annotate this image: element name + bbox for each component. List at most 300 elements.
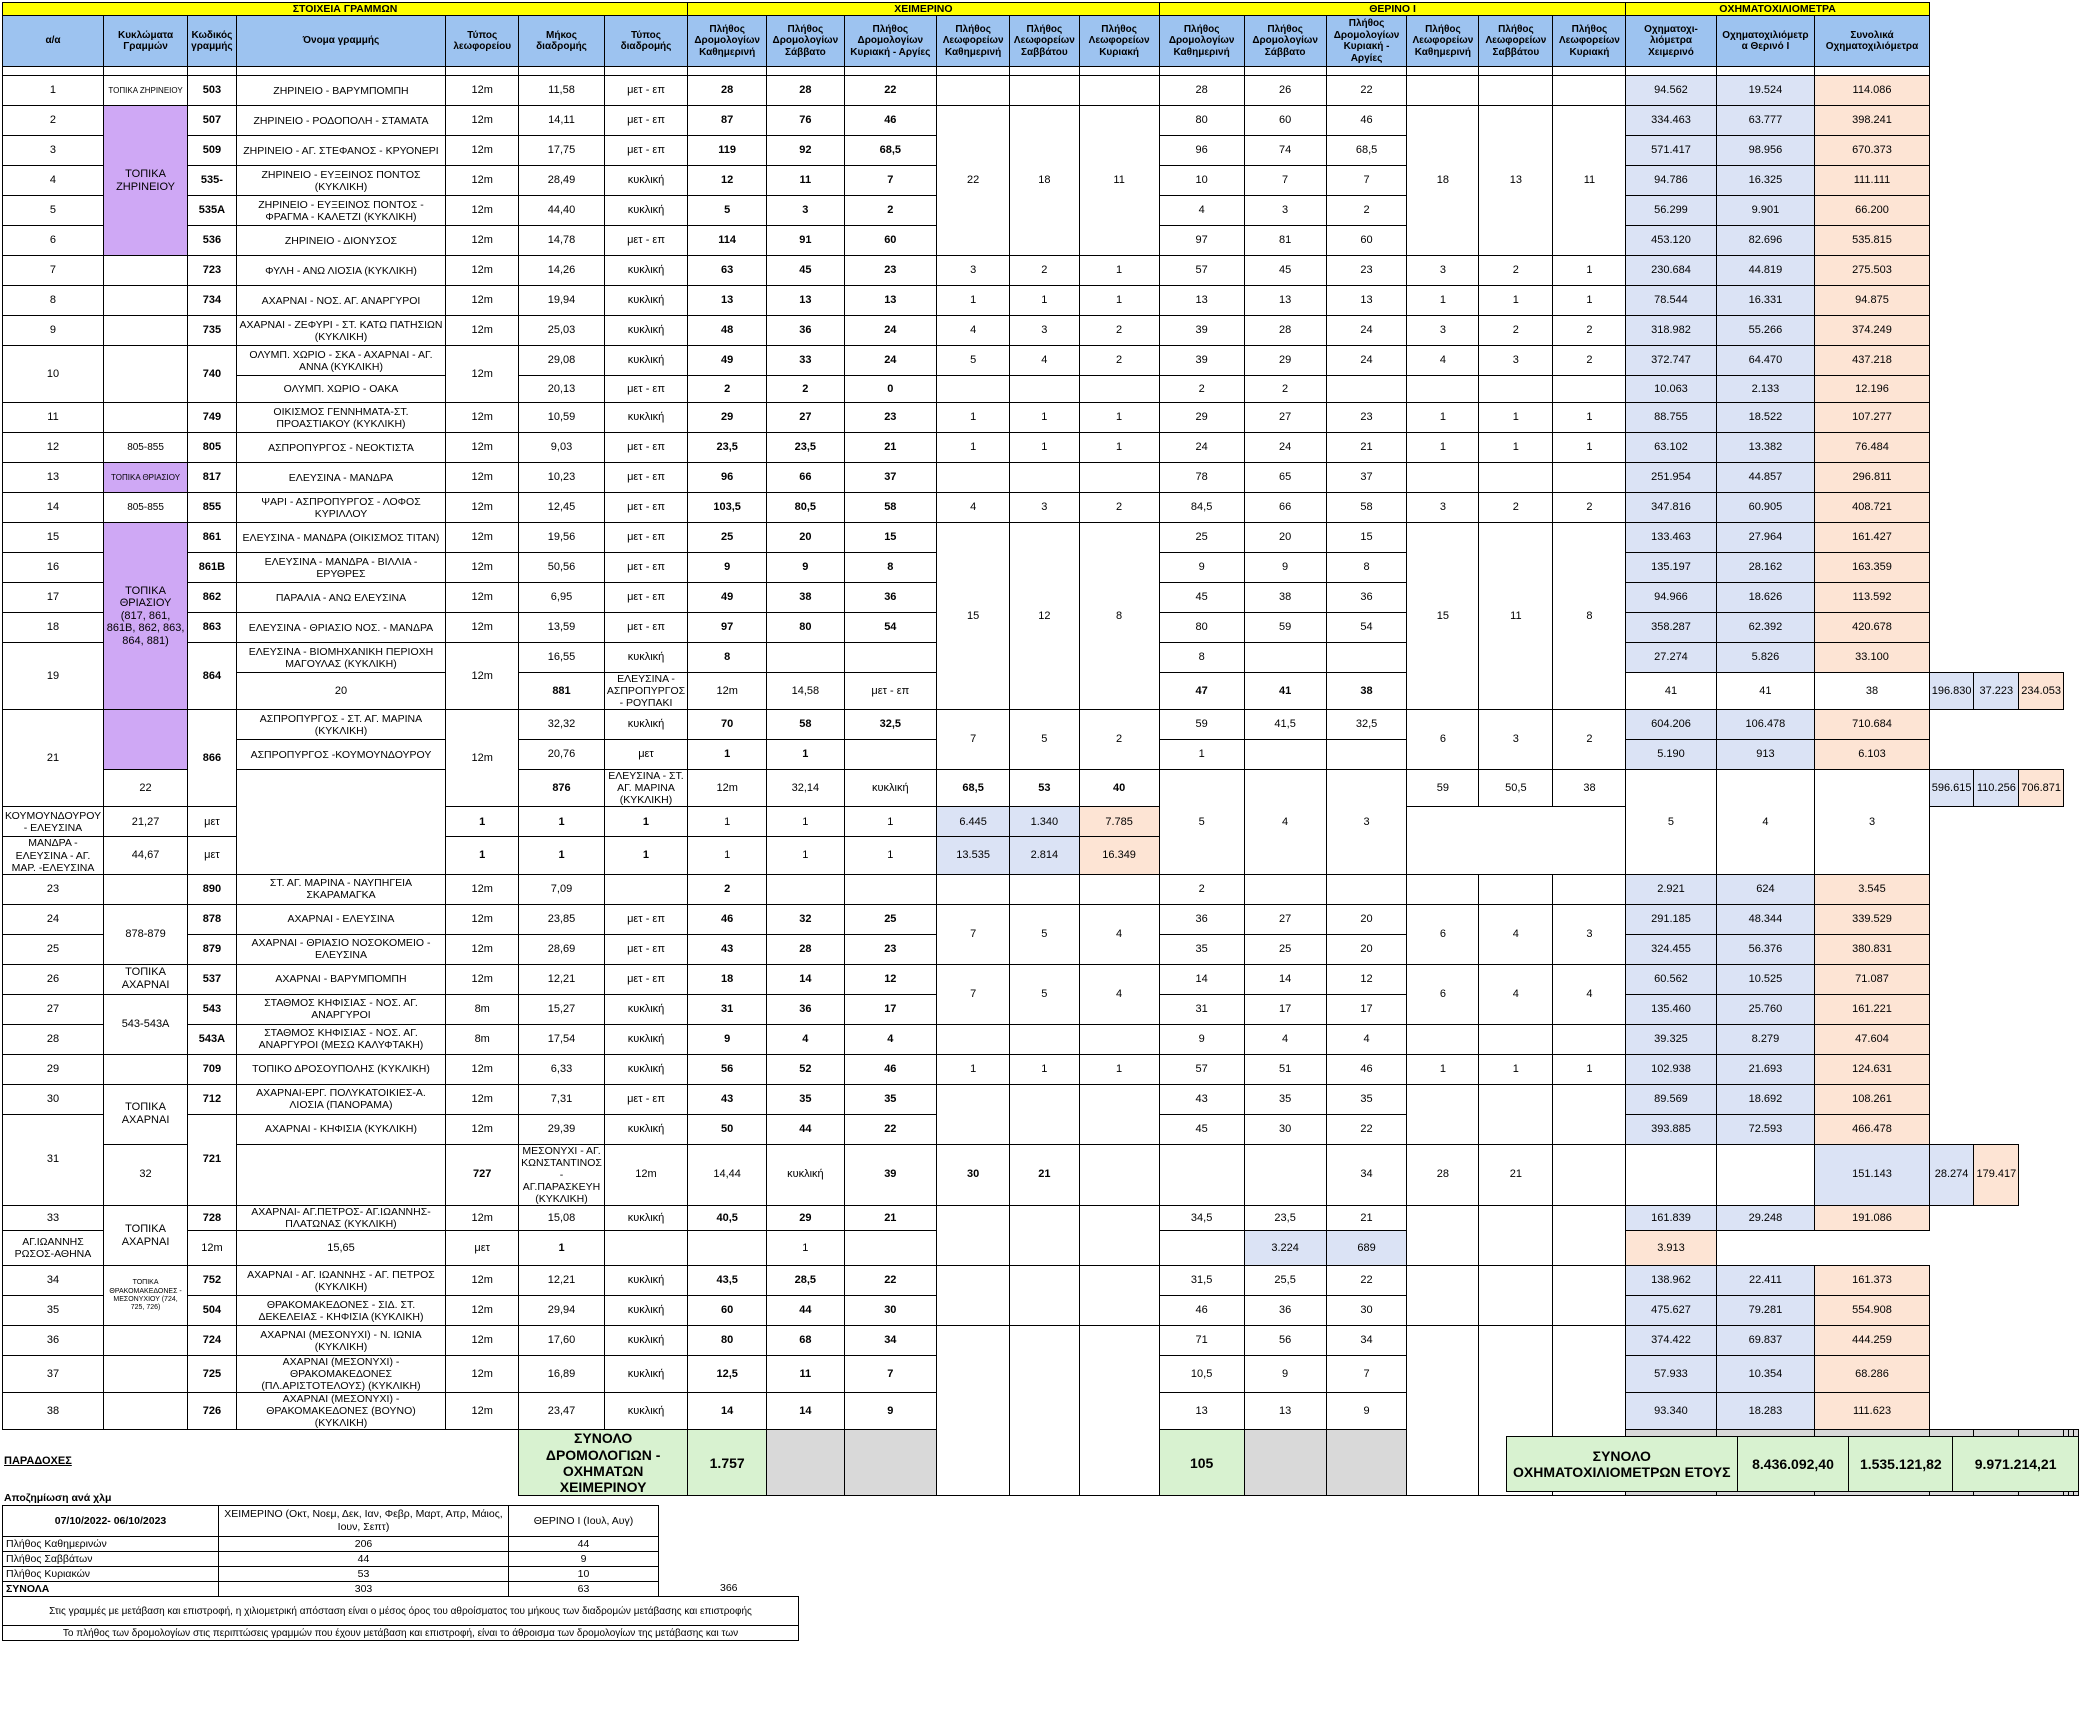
route-code: 740 [188, 346, 237, 403]
route-name: ΕΛΕΥΣΙΝΑ - ΜΑΝΔΡΑ - ΒΙΛΛΙΑ - ΕΡΥΘΡΕΣ [236, 553, 446, 583]
route-name: ΕΛΕΥΣΙΝΑ - ΜΑΝΔΡΑ (ΟΙΚΙΣΜΟΣ ΤΙΤΑΝ) [236, 523, 446, 553]
bus-type: 12m [446, 106, 519, 136]
cluster-cell [236, 770, 446, 874]
row-number: 20 [236, 673, 446, 710]
km-winter: 393.885 [1626, 1114, 1716, 1144]
summer-trips: 14 [1159, 964, 1244, 994]
route-type: μετ [188, 837, 237, 874]
winter-buses [937, 463, 1010, 493]
summer-trips: 10,5 [1159, 1356, 1244, 1393]
km-summer: 5.826 [1716, 643, 1815, 673]
route-name: ΖΗΡΙΝΕΙΟ - ΕΥΞΕΙΝΟΣ ΠΟΝΤΟΣ (ΚΥΚΛΙΚΗ) [236, 166, 446, 196]
route-name: ΘΡΑΚΟΜΑΚΕΔΟΝΕΣ - ΣΙΔ. ΣΤ. ΔΕΚΕΛΕΙΑΣ - ΚΗΦΙΣΙΑ (ΚΥΚΛΙΚΗ) [236, 1296, 446, 1326]
km-winter: 57.933 [1626, 1356, 1716, 1393]
summer-trips: 34 [1326, 1326, 1407, 1356]
bus-type: 12m [446, 316, 519, 346]
summer-buses [1407, 1024, 1479, 1054]
winter-buses: 4 [937, 493, 1010, 523]
route-type: κυκλική [604, 316, 687, 346]
route-code: 876 [519, 770, 605, 807]
row-number: 19 [3, 643, 104, 710]
km-summer: 79.281 [1716, 1296, 1815, 1326]
bus-type: 12m [446, 1054, 519, 1084]
total-trips: 1.757 [688, 1430, 767, 1495]
summer-buses: 1 [1553, 256, 1626, 286]
km-total: 161.373 [1815, 1266, 1929, 1296]
winter-buses: 8 [1079, 523, 1159, 710]
column-header-s-trips-sun: Πλήθος Δρομολογίων Κυριακή - Αργίες [1326, 16, 1407, 67]
route-code: 752 [188, 1266, 237, 1296]
cluster-cell [103, 874, 187, 904]
km-total: 111.623 [1815, 1393, 1929, 1430]
summer-buses: 2 [1479, 256, 1553, 286]
winter-trips: 60 [844, 226, 937, 256]
route-type: μετ [604, 740, 687, 770]
route-row [3, 493, 2079, 523]
days-label: ΣΥΝΟΛΑ [3, 1582, 219, 1597]
column-header-w-bus-sun: Πλήθος Λεωφορείων Κυριακή [1079, 16, 1159, 67]
row-number: 30 [3, 1084, 104, 1114]
bus-type: 12m [604, 1144, 687, 1205]
route-name: ΜΑΝΔΡΑ - ΕΛΕΥΣΙΝΑ - ΑΓ. ΜΑΡ. -ΕΛΕΥΣΙΝΑ [3, 837, 104, 874]
bus-type: 12m [446, 1326, 519, 1356]
winter-buses [1079, 1084, 1159, 1144]
winter-buses: 1 [1079, 403, 1159, 433]
km-total: 380.831 [1815, 934, 1929, 964]
winter-buses [1079, 76, 1159, 106]
route-name: ΕΛΕΥΣΙΝΑ - ΑΣΠΡΟΠΥΡΓΟΣ - ΡΟΥΠΑΚΙ [604, 673, 687, 710]
winter-trips: 2 [844, 196, 937, 226]
summer-trips: 50,5 [1479, 770, 1553, 807]
winter-trips: 22 [844, 1266, 937, 1296]
column-header-code: Κωδικός γραμμής [188, 16, 237, 67]
route-length: 50,56 [519, 553, 605, 583]
km-summer: 21.693 [1716, 1054, 1815, 1084]
summer-trips: 59 [1407, 770, 1479, 807]
route-name: ΑΧΑΡΝΑΙ- ΑΓ.ΠΕΤΡΟΣ- ΑΓ.ΙΩΑΝΝΗΣ-ΠΛΑΤΩΝΑΣ (ΚΥΚΛΙΚΗ) [236, 1205, 446, 1230]
summer-trips: 38 [1244, 583, 1326, 613]
row-number: 26 [3, 964, 104, 994]
winter-buses [1079, 874, 1159, 904]
row-number: 5 [3, 196, 104, 226]
summer-buses: 3 [1479, 710, 1553, 770]
km-total: 76.484 [1815, 433, 1929, 463]
km-winter: 334.463 [1626, 106, 1716, 136]
km-winter: 196.830 [1929, 673, 1974, 710]
route-length: 17,60 [519, 1326, 605, 1356]
route-name: ΑΣΠΡΟΠΥΡΓΟΣ -ΚΟΥΜΟΥΝΔΟΥΡΟΥ [236, 740, 446, 770]
route-length: 19,56 [519, 523, 605, 553]
winter-trips: 4 [844, 1024, 937, 1054]
route-name: ΖΗΡΙΝΕΙΟ - ΕΥΞΕΙΝΟΣ ΠΟΝΤΟΣ - ΦΡΑΓΜΑ - ΚΑΛΕΤΖΙ (ΚΥΚΛΙΚΗ) [236, 196, 446, 226]
route-name: ΑΧΑΡΝΑΙ - ΒΑΡΥΜΠΟΜΠΗ [236, 964, 446, 994]
route-name: ΑΧΑΡΝΑΙ - ΑΓ. ΙΩΑΝΝΗΣ - ΑΓ. ΠΕΤΡΟΣ (ΚΥΚΛΙΚΗ) [236, 1266, 446, 1296]
route-type: μετ - επ [604, 463, 687, 493]
km-total: 374.249 [1815, 316, 1929, 346]
period-label: 07/10/2022- 06/10/2023 [3, 1506, 219, 1537]
row-number: 13 [3, 463, 104, 493]
summer-buses: 2 [1553, 710, 1626, 770]
summer-trips: 22 [1326, 1266, 1407, 1296]
annual-km-summer: 1.535.121,82 [1849, 1437, 1953, 1492]
row-number: 17 [3, 583, 104, 613]
summer-buses: 1 [1553, 1054, 1626, 1084]
route-type: μετ - επ [604, 613, 687, 643]
route-row [3, 1205, 2079, 1230]
route-row [3, 1326, 2079, 1356]
km-total: 179.417 [1974, 1144, 2019, 1205]
km-total: 161.427 [1815, 523, 1929, 553]
summer-trips: 23 [1326, 256, 1407, 286]
summer-trips: 24 [1326, 346, 1407, 376]
winter-trips: 2 [688, 376, 767, 403]
totals-label: ΣΥΝΟΛΟ ΔΡΟΜΟΛΟΓΙΩΝ - ΟΧΗΜΑΤΩΝ ΧΕΙΜΕΡΙΝΟΥ [519, 1430, 688, 1495]
winter-trips: 45 [767, 256, 844, 286]
km-winter: 102.938 [1626, 1054, 1716, 1084]
column-header-s-bus-wd: Πλήθος Λεωφορείων Καθημερινή [1407, 16, 1479, 67]
summer-buses: 1 [1553, 286, 1626, 316]
winter-buses [1010, 463, 1079, 493]
winter-trips: 50 [688, 1114, 767, 1144]
cluster-cell [103, 1054, 187, 1084]
summer-trips: 29 [1244, 346, 1326, 376]
route-length: 16,89 [519, 1356, 605, 1393]
route-type: κυκλική [604, 643, 687, 673]
km-summer: 110.256 [1974, 770, 2019, 807]
route-name: ΣΤΑΘΜΟΣ ΚΗΦΙΣΙΑΣ - ΝΟΣ. ΑΓ. ΑΝΑΡΓΥΡΟΙ (ΜΕΣΩ ΚΑΛΥΦΤΑΚΗ) [236, 1024, 446, 1054]
summer-trips: 84,5 [1159, 493, 1244, 523]
summer-buses [1479, 463, 1553, 493]
bus-type: 12m [446, 934, 519, 964]
bus-type: 12m [446, 710, 519, 807]
route-code: 712 [188, 1084, 237, 1114]
bus-type: 12m [446, 1393, 519, 1430]
winter-buses [937, 1266, 1010, 1326]
route-length: 21,27 [103, 807, 187, 837]
summer-trips: 1 [767, 807, 844, 837]
cluster-cell: 543-543Α [103, 994, 187, 1054]
winter-trips: 103,5 [688, 493, 767, 523]
km-winter: 56.299 [1626, 196, 1716, 226]
km-summer: 8.279 [1716, 1024, 1815, 1054]
winter-trips: 47 [1159, 673, 1244, 710]
cluster-cell [103, 346, 187, 403]
route-length: 6,95 [519, 583, 605, 613]
winter-trips: 28,5 [767, 1266, 844, 1296]
summer-trips: 46 [1159, 1296, 1244, 1326]
winter-trips: 1 [519, 837, 605, 874]
summer-trips: 36 [1326, 583, 1407, 613]
row-number: 3 [3, 136, 104, 166]
km-total: 444.259 [1815, 1326, 1929, 1356]
summer-buses [1479, 1266, 1553, 1326]
km-winter: 89.569 [1626, 1084, 1716, 1114]
winter-months: ΧΕΙΜΕΡΙΝΟ (Οκτ, Νοεμ, Δεκ, Ιαν, Φεβρ, Μαρτ, Απρ, Μάιος, Ιουν, Σεπτ) [219, 1506, 509, 1537]
route-row [3, 1144, 2079, 1205]
summer-buses: 11 [1553, 106, 1626, 256]
route-name: ΑΧΑΡΝΑΙ - ΕΛΕΥΣΙΝΑ [236, 904, 446, 934]
route-length: 29,39 [519, 1114, 605, 1144]
summer-trips: 66 [1244, 493, 1326, 523]
summer-trips: 21 [1326, 433, 1407, 463]
summer-buses [1716, 1144, 1815, 1205]
route-name: ΖΗΡΙΝΕΙΟ - ΡΟΔΟΠΟΛΗ - ΣΤΑΜΑΤΑ [236, 106, 446, 136]
km-summer: 16.331 [1716, 286, 1815, 316]
km-winter: 358.287 [1626, 613, 1716, 643]
summer-buses [1407, 463, 1479, 493]
winter-trips: 23 [844, 403, 937, 433]
summer-buses [1407, 1084, 1479, 1144]
winter-trips: 30 [844, 1296, 937, 1326]
route-name: ΑΣΠΡΟΠΥΡΓΟΣ - ΣΤ. ΑΓ. ΜΑΡΙΝΑ (ΚΥΚΛΙΚΗ) [236, 710, 446, 740]
winter-trips: 34 [844, 1326, 937, 1356]
bus-type: 12m [446, 1084, 519, 1114]
winter-buses: 15 [937, 523, 1010, 710]
route-length: 32,32 [519, 710, 605, 740]
summer-trips: 22 [1326, 1114, 1407, 1144]
winter-trips: 8 [844, 553, 937, 583]
route-code: 535Α [188, 196, 237, 226]
column-header-row [3, 16, 2079, 67]
total-buses: 105 [1159, 1430, 1244, 1495]
winter-trips: 14 [688, 1393, 767, 1430]
route-length: 14,58 [767, 673, 844, 710]
row-number: 15 [3, 523, 104, 553]
km-winter: 596.615 [1929, 770, 1974, 807]
summer-buses: 4 [1716, 770, 1815, 874]
winter-buses: 1 [1079, 1054, 1159, 1084]
summer-trips: 35 [1244, 1084, 1326, 1114]
winter-trips: 1 [604, 807, 687, 837]
summer-trips: 1 [844, 807, 937, 837]
route-length: 29,94 [519, 1296, 605, 1326]
winter-trips: 25 [688, 523, 767, 553]
km-total: 234.053 [2019, 673, 2064, 710]
route-row [3, 76, 2079, 106]
totals-spacer [3, 1430, 519, 1495]
km-total: 114.086 [1815, 76, 1929, 106]
route-type: μετ - επ [604, 376, 687, 403]
route-length: 15,27 [519, 994, 605, 1024]
summer-buses [1407, 1266, 1479, 1326]
summer-buses: 2 [1479, 316, 1553, 346]
route-code: 507 [188, 106, 237, 136]
grey-cell [844, 1430, 937, 1495]
summer-trips: 17 [1326, 994, 1407, 1024]
summer-trips: 36 [1159, 904, 1244, 934]
route-code: 537 [188, 964, 237, 994]
column-header-s-trips-wd: Πλήθος Δρομολογίων Καθημερινή [1159, 16, 1244, 67]
route-row [3, 403, 2079, 433]
grey-cell [1244, 1430, 1326, 1495]
summer-buses: 1 [1407, 286, 1479, 316]
bus-type: 12m [446, 613, 519, 643]
km-winter: 135.197 [1626, 553, 1716, 583]
km-winter: 3.224 [1244, 1231, 1326, 1266]
km-winter: 374.422 [1626, 1326, 1716, 1356]
km-summer: 72.593 [1716, 1114, 1815, 1144]
route-code: 862 [188, 583, 237, 613]
winter-buses [1010, 1326, 1079, 1496]
bus-type: 12m [446, 286, 519, 316]
winter-trips: 21 [844, 433, 937, 463]
row-number: 6 [3, 226, 104, 256]
km-summer: 29.248 [1716, 1205, 1815, 1230]
column-header-bus-type: Τύπος λεωφορείου [446, 16, 519, 67]
route-type: μετ [188, 807, 237, 837]
winter-trips: 52 [767, 1054, 844, 1084]
route-name: ΣΤ. ΑΓ. ΜΑΡΙΝΑ - ΝΑΥΠΗΓΕΙΑ ΣΚΑΡΑΜΑΓΚΑ [236, 874, 446, 904]
cluster-cell: ΤΟΠΙΚΑ ΑΧΑΡΝΑΙ [103, 1205, 187, 1265]
summer-buses: 1 [1479, 433, 1553, 463]
group-header-summer: ΘΕΡΙΝΟ Ι [1159, 3, 1626, 16]
cluster-cell [103, 316, 187, 346]
route-type: κυκλική [604, 994, 687, 1024]
summer-buses: 3 [1479, 346, 1553, 376]
winter-trips: 21 [1010, 1144, 1079, 1205]
winter-trips: 28 [688, 76, 767, 106]
column-header-km-total: Συνολικά Οχηματοχιλιόμετρα [1815, 16, 1929, 67]
route-row [3, 433, 2079, 463]
winter-trips [844, 643, 937, 673]
winter-trips [767, 874, 844, 904]
summer-trips: 27 [1244, 904, 1326, 934]
bus-type: 8m [446, 994, 519, 1024]
summer-trips [1244, 740, 1326, 770]
winter-trips: 41 [1244, 673, 1326, 710]
column-header-s-trips-sat: Πλήθος Δρομολογίων Σάββατο [1244, 16, 1326, 67]
km-total: 437.218 [1815, 346, 1929, 376]
summer-trips: 7 [1326, 1356, 1407, 1393]
km-summer: 63.777 [1716, 106, 1815, 136]
winter-buses: 5 [1010, 904, 1079, 964]
summer-trips: 45 [1159, 583, 1244, 613]
days-row [3, 1567, 799, 1582]
column-header-w-trips-sat: Πλήθος Δρομολογίων Σάββατο [767, 16, 844, 67]
summer-trips: 39 [1159, 316, 1244, 346]
summer-buses: 6 [1407, 964, 1479, 1024]
summer-buses [1479, 376, 1553, 403]
summer-buses: 4 [1479, 964, 1553, 1024]
summer-trips: 1 [688, 807, 767, 837]
summer-buses: 4 [1479, 904, 1553, 964]
winter-trips: 9 [688, 1024, 767, 1054]
bus-type: 12m [446, 166, 519, 196]
km-summer: 37.223 [1974, 673, 2019, 710]
km-winter: 10.063 [1626, 376, 1716, 403]
route-code: 543Α [188, 1024, 237, 1054]
row-number: 21 [3, 710, 104, 807]
route-row [3, 1024, 2079, 1054]
summer-trips: 78 [1159, 463, 1244, 493]
winter-trips: 49 [688, 583, 767, 613]
summer-trips: 3 [1244, 196, 1326, 226]
winter-buses [1010, 1084, 1079, 1144]
km-summer: 44.857 [1716, 463, 1815, 493]
route-type: μετ [446, 1231, 519, 1266]
row-number: 28 [3, 1024, 104, 1054]
winter-trips: 27 [767, 403, 844, 433]
route-type: κυκλική [604, 1326, 687, 1356]
winter-trips: 12 [844, 964, 937, 994]
route-name: ΕΛΕΥΣΙΝΑ - ΜΑΝΔΡΑ [236, 463, 446, 493]
summer-buses [1407, 76, 1479, 106]
route-type: μετ - επ [604, 934, 687, 964]
route-row [3, 523, 2079, 553]
route-length: 25,03 [519, 316, 605, 346]
winter-trips: 36 [844, 583, 937, 613]
summer-buses: 3 [1407, 493, 1479, 523]
summer-trips: 46 [1326, 106, 1407, 136]
cluster-cell [103, 710, 187, 770]
winter-buses [1010, 874, 1079, 904]
route-row [3, 710, 2079, 740]
summer-trips: 9 [1326, 1393, 1407, 1430]
route-code: 509 [188, 136, 237, 166]
winter-buses [1010, 1205, 1079, 1265]
winter-trips: 37 [844, 463, 937, 493]
summer-buses [1553, 463, 1626, 493]
row-number: 37 [3, 1356, 104, 1393]
route-type: κυκλική [604, 1393, 687, 1430]
row-number: 1 [3, 76, 104, 106]
km-winter: 94.562 [1626, 76, 1716, 106]
winter-trips: 2 [767, 376, 844, 403]
route-name: ΖΗΡΙΝΕΙΟ - ΔΙΟΝΥΣΟΣ [236, 226, 446, 256]
km-summer: 18.692 [1716, 1084, 1815, 1114]
km-winter: 230.684 [1626, 256, 1716, 286]
summer-trips [844, 1231, 937, 1266]
winter-trips [844, 874, 937, 904]
winter-trips: 5 [688, 196, 767, 226]
bus-type: 12m [446, 1114, 519, 1144]
route-code: 817 [188, 463, 237, 493]
winter-trips: 49 [688, 346, 767, 376]
winter-buses [1079, 1326, 1159, 1496]
km-summer: 28.162 [1716, 553, 1815, 583]
route-row [3, 256, 2079, 286]
summer-trips: 30 [1326, 1296, 1407, 1326]
summer-trips: 13 [1159, 286, 1244, 316]
winter-trips: 1 [519, 1231, 605, 1266]
km-summer: 10.525 [1716, 964, 1815, 994]
route-type: κυκλική [604, 710, 687, 740]
winter-trips: 11 [767, 1356, 844, 1393]
route-name: ΕΛΕΥΣΙΝΑ - ΒΙΟΜΗΧΑΝΙΚΗ ΠΕΡΙΟΧΗ ΜΑΓΟΥΛΑΣ (ΚΥΚΛΙΚΗ) [236, 643, 446, 673]
summer-buses: 2 [1479, 493, 1553, 523]
km-winter: 94.966 [1626, 583, 1716, 613]
winter-buses [1244, 1144, 1326, 1205]
route-code: 734 [188, 286, 237, 316]
winter-trips: 21 [844, 1205, 937, 1230]
route-name: ΑΧΑΡΝΑΙ - ΖΕΦΥΡΙ - ΣΤ. ΚΑΤΩ ΠΑΤΗΣΙΩΝ (ΚΥΚΛΙΚΗ) [236, 316, 446, 346]
km-total: 163.359 [1815, 553, 1929, 583]
route-length: 7,31 [519, 1084, 605, 1114]
bus-type: 12m [446, 1266, 519, 1296]
route-type: μετ - επ [604, 523, 687, 553]
winter-trips: 13 [844, 286, 937, 316]
winter-buses: 3 [1326, 770, 1407, 874]
winter-trips [767, 643, 844, 673]
winter-trips: 36 [767, 316, 844, 346]
winter-buses [1079, 1024, 1159, 1054]
route-name: ΑΧΑΡΝΑΙ-ΕΡΓ. ΠΟΛΥΚΑΤΟΙΚΙΕΣ-Α. ΛΙΟΣΙΑ (ΠΑΝΟΡΑΜΑ) [236, 1084, 446, 1114]
winter-trips: 28 [767, 76, 844, 106]
winter-trips: 44 [767, 1296, 844, 1326]
row-number: 29 [3, 1054, 104, 1084]
summer-trips: 59 [1244, 613, 1326, 643]
summer-buses [1553, 76, 1626, 106]
